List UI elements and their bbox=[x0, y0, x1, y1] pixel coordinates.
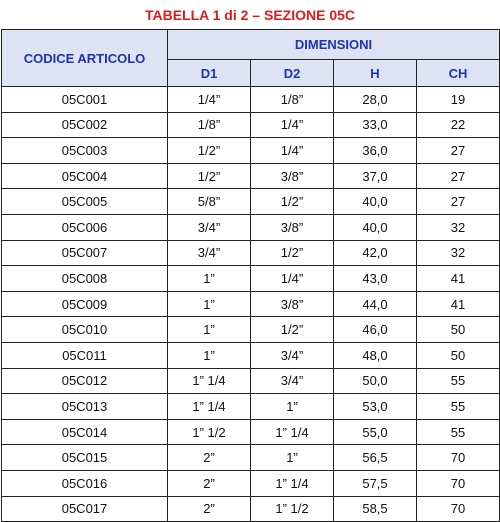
cell-d1: 1” bbox=[168, 317, 251, 343]
header-dimensioni: DIMENSIONI bbox=[168, 30, 500, 60]
cell-d1: 1” bbox=[168, 291, 251, 317]
cell-codice: 05C006 bbox=[2, 214, 168, 240]
cell-codice: 05C003 bbox=[2, 138, 168, 164]
table-row bbox=[2, 240, 500, 266]
cell-h: 36,0 bbox=[334, 138, 417, 164]
table-row bbox=[2, 214, 500, 240]
cell-h: 46,0 bbox=[334, 317, 417, 343]
cell-h: 57,5 bbox=[334, 470, 417, 496]
cell-codice: 05C014 bbox=[2, 419, 168, 445]
cell-d1: 1/8” bbox=[168, 112, 251, 138]
cell-h: 37,0 bbox=[334, 163, 417, 189]
header-d2: D2 bbox=[251, 60, 334, 87]
table-row bbox=[2, 470, 500, 496]
cell-codice: 05C016 bbox=[2, 470, 168, 496]
table-row bbox=[2, 189, 500, 215]
cell-ch: 70 bbox=[417, 470, 500, 496]
cell-h: 43,0 bbox=[334, 266, 417, 292]
header-ch: CH bbox=[417, 60, 500, 87]
cell-ch: 50 bbox=[417, 342, 500, 368]
table-row bbox=[2, 291, 500, 317]
cell-d2: 3/4” bbox=[251, 368, 334, 394]
cell-ch: 70 bbox=[417, 445, 500, 471]
cell-d2: 1/8” bbox=[251, 87, 334, 113]
cell-d1: 2” bbox=[168, 445, 251, 471]
cell-d2: 1” bbox=[251, 445, 334, 471]
cell-codice: 05C008 bbox=[2, 266, 168, 292]
table-row bbox=[2, 87, 500, 113]
cell-codice: 05C013 bbox=[2, 394, 168, 420]
header-codice-articolo: CODICE ARTICOLO bbox=[2, 30, 168, 87]
cell-d2: 1” 1/4 bbox=[251, 470, 334, 496]
table-row bbox=[2, 112, 500, 138]
cell-h: 58,5 bbox=[334, 496, 417, 522]
table-body bbox=[2, 87, 500, 522]
cell-d1: 1” bbox=[168, 266, 251, 292]
cell-h: 50,0 bbox=[334, 368, 417, 394]
cell-d1: 1/4” bbox=[168, 87, 251, 113]
cell-d1: 3/4” bbox=[168, 240, 251, 266]
cell-ch: 32 bbox=[417, 240, 500, 266]
cell-codice: 05C015 bbox=[2, 445, 168, 471]
table-row bbox=[2, 342, 500, 368]
header-d1: D1 bbox=[168, 60, 251, 87]
table-title: TABELLA 1 di 2 – SEZIONE 05C bbox=[144, 7, 356, 23]
cell-h: 44,0 bbox=[334, 291, 417, 317]
cell-d1: 1” 1/2 bbox=[168, 419, 251, 445]
cell-d2: 1/4” bbox=[251, 138, 334, 164]
cell-d1: 1” 1/4 bbox=[168, 394, 251, 420]
cell-d2: 1/2” bbox=[251, 189, 334, 215]
cell-d1: 5/8” bbox=[168, 189, 251, 215]
cell-d1: 1/2” bbox=[168, 163, 251, 189]
cell-d1: 3/4” bbox=[168, 214, 251, 240]
cell-d1: 2” bbox=[168, 470, 251, 496]
cell-d1: 1” 1/4 bbox=[168, 368, 251, 394]
cell-ch: 41 bbox=[417, 266, 500, 292]
cell-codice: 05C007 bbox=[2, 240, 168, 266]
table-row bbox=[2, 317, 500, 343]
cell-h: 28,0 bbox=[334, 87, 417, 113]
cell-d1: 1” bbox=[168, 342, 251, 368]
table-row bbox=[2, 394, 500, 420]
cell-h: 48,0 bbox=[334, 342, 417, 368]
cell-h: 53,0 bbox=[334, 394, 417, 420]
table-row bbox=[2, 266, 500, 292]
cell-ch: 55 bbox=[417, 368, 500, 394]
cell-ch: 70 bbox=[417, 496, 500, 522]
cell-d2: 1/2” bbox=[251, 317, 334, 343]
cell-d2: 1” 1/4 bbox=[251, 419, 334, 445]
cell-ch: 27 bbox=[417, 189, 500, 215]
cell-h: 42,0 bbox=[334, 240, 417, 266]
table-row bbox=[2, 368, 500, 394]
dimensions-table bbox=[1, 29, 500, 522]
cell-codice: 05C017 bbox=[2, 496, 168, 522]
cell-d1: 2” bbox=[168, 496, 251, 522]
table-row bbox=[2, 419, 500, 445]
cell-d2: 3/8” bbox=[251, 214, 334, 240]
cell-codice: 05C011 bbox=[2, 342, 168, 368]
cell-ch: 27 bbox=[417, 163, 500, 189]
table-header bbox=[2, 30, 500, 87]
cell-ch: 19 bbox=[417, 87, 500, 113]
cell-d2: 3/4” bbox=[251, 342, 334, 368]
cell-ch: 27 bbox=[417, 138, 500, 164]
table-row bbox=[2, 163, 500, 189]
cell-ch: 32 bbox=[417, 214, 500, 240]
cell-h: 56,5 bbox=[334, 445, 417, 471]
cell-codice: 05C005 bbox=[2, 189, 168, 215]
header-h: H bbox=[334, 60, 417, 87]
cell-ch: 22 bbox=[417, 112, 500, 138]
cell-codice: 05C004 bbox=[2, 163, 168, 189]
table-row bbox=[2, 496, 500, 522]
cell-ch: 55 bbox=[417, 394, 500, 420]
cell-codice: 05C010 bbox=[2, 317, 168, 343]
cell-h: 40,0 bbox=[334, 189, 417, 215]
cell-d2: 1” bbox=[251, 394, 334, 420]
cell-h: 40,0 bbox=[334, 214, 417, 240]
cell-ch: 41 bbox=[417, 291, 500, 317]
table-row bbox=[2, 445, 500, 471]
cell-d2: 3/8” bbox=[251, 291, 334, 317]
cell-d2: 1/2” bbox=[251, 240, 334, 266]
cell-ch: 55 bbox=[417, 419, 500, 445]
cell-d2: 1” 1/2 bbox=[251, 496, 334, 522]
cell-d2: 1/4” bbox=[251, 112, 334, 138]
cell-codice: 05C002 bbox=[2, 112, 168, 138]
table-row bbox=[2, 138, 500, 164]
cell-codice: 05C001 bbox=[2, 87, 168, 113]
cell-codice: 05C009 bbox=[2, 291, 168, 317]
cell-d2: 1/4” bbox=[251, 266, 334, 292]
cell-codice: 05C012 bbox=[2, 368, 168, 394]
cell-d2: 3/8” bbox=[251, 163, 334, 189]
cell-h: 33,0 bbox=[334, 112, 417, 138]
cell-h: 55,0 bbox=[334, 419, 417, 445]
cell-ch: 50 bbox=[417, 317, 500, 343]
cell-d1: 1/2” bbox=[168, 138, 251, 164]
